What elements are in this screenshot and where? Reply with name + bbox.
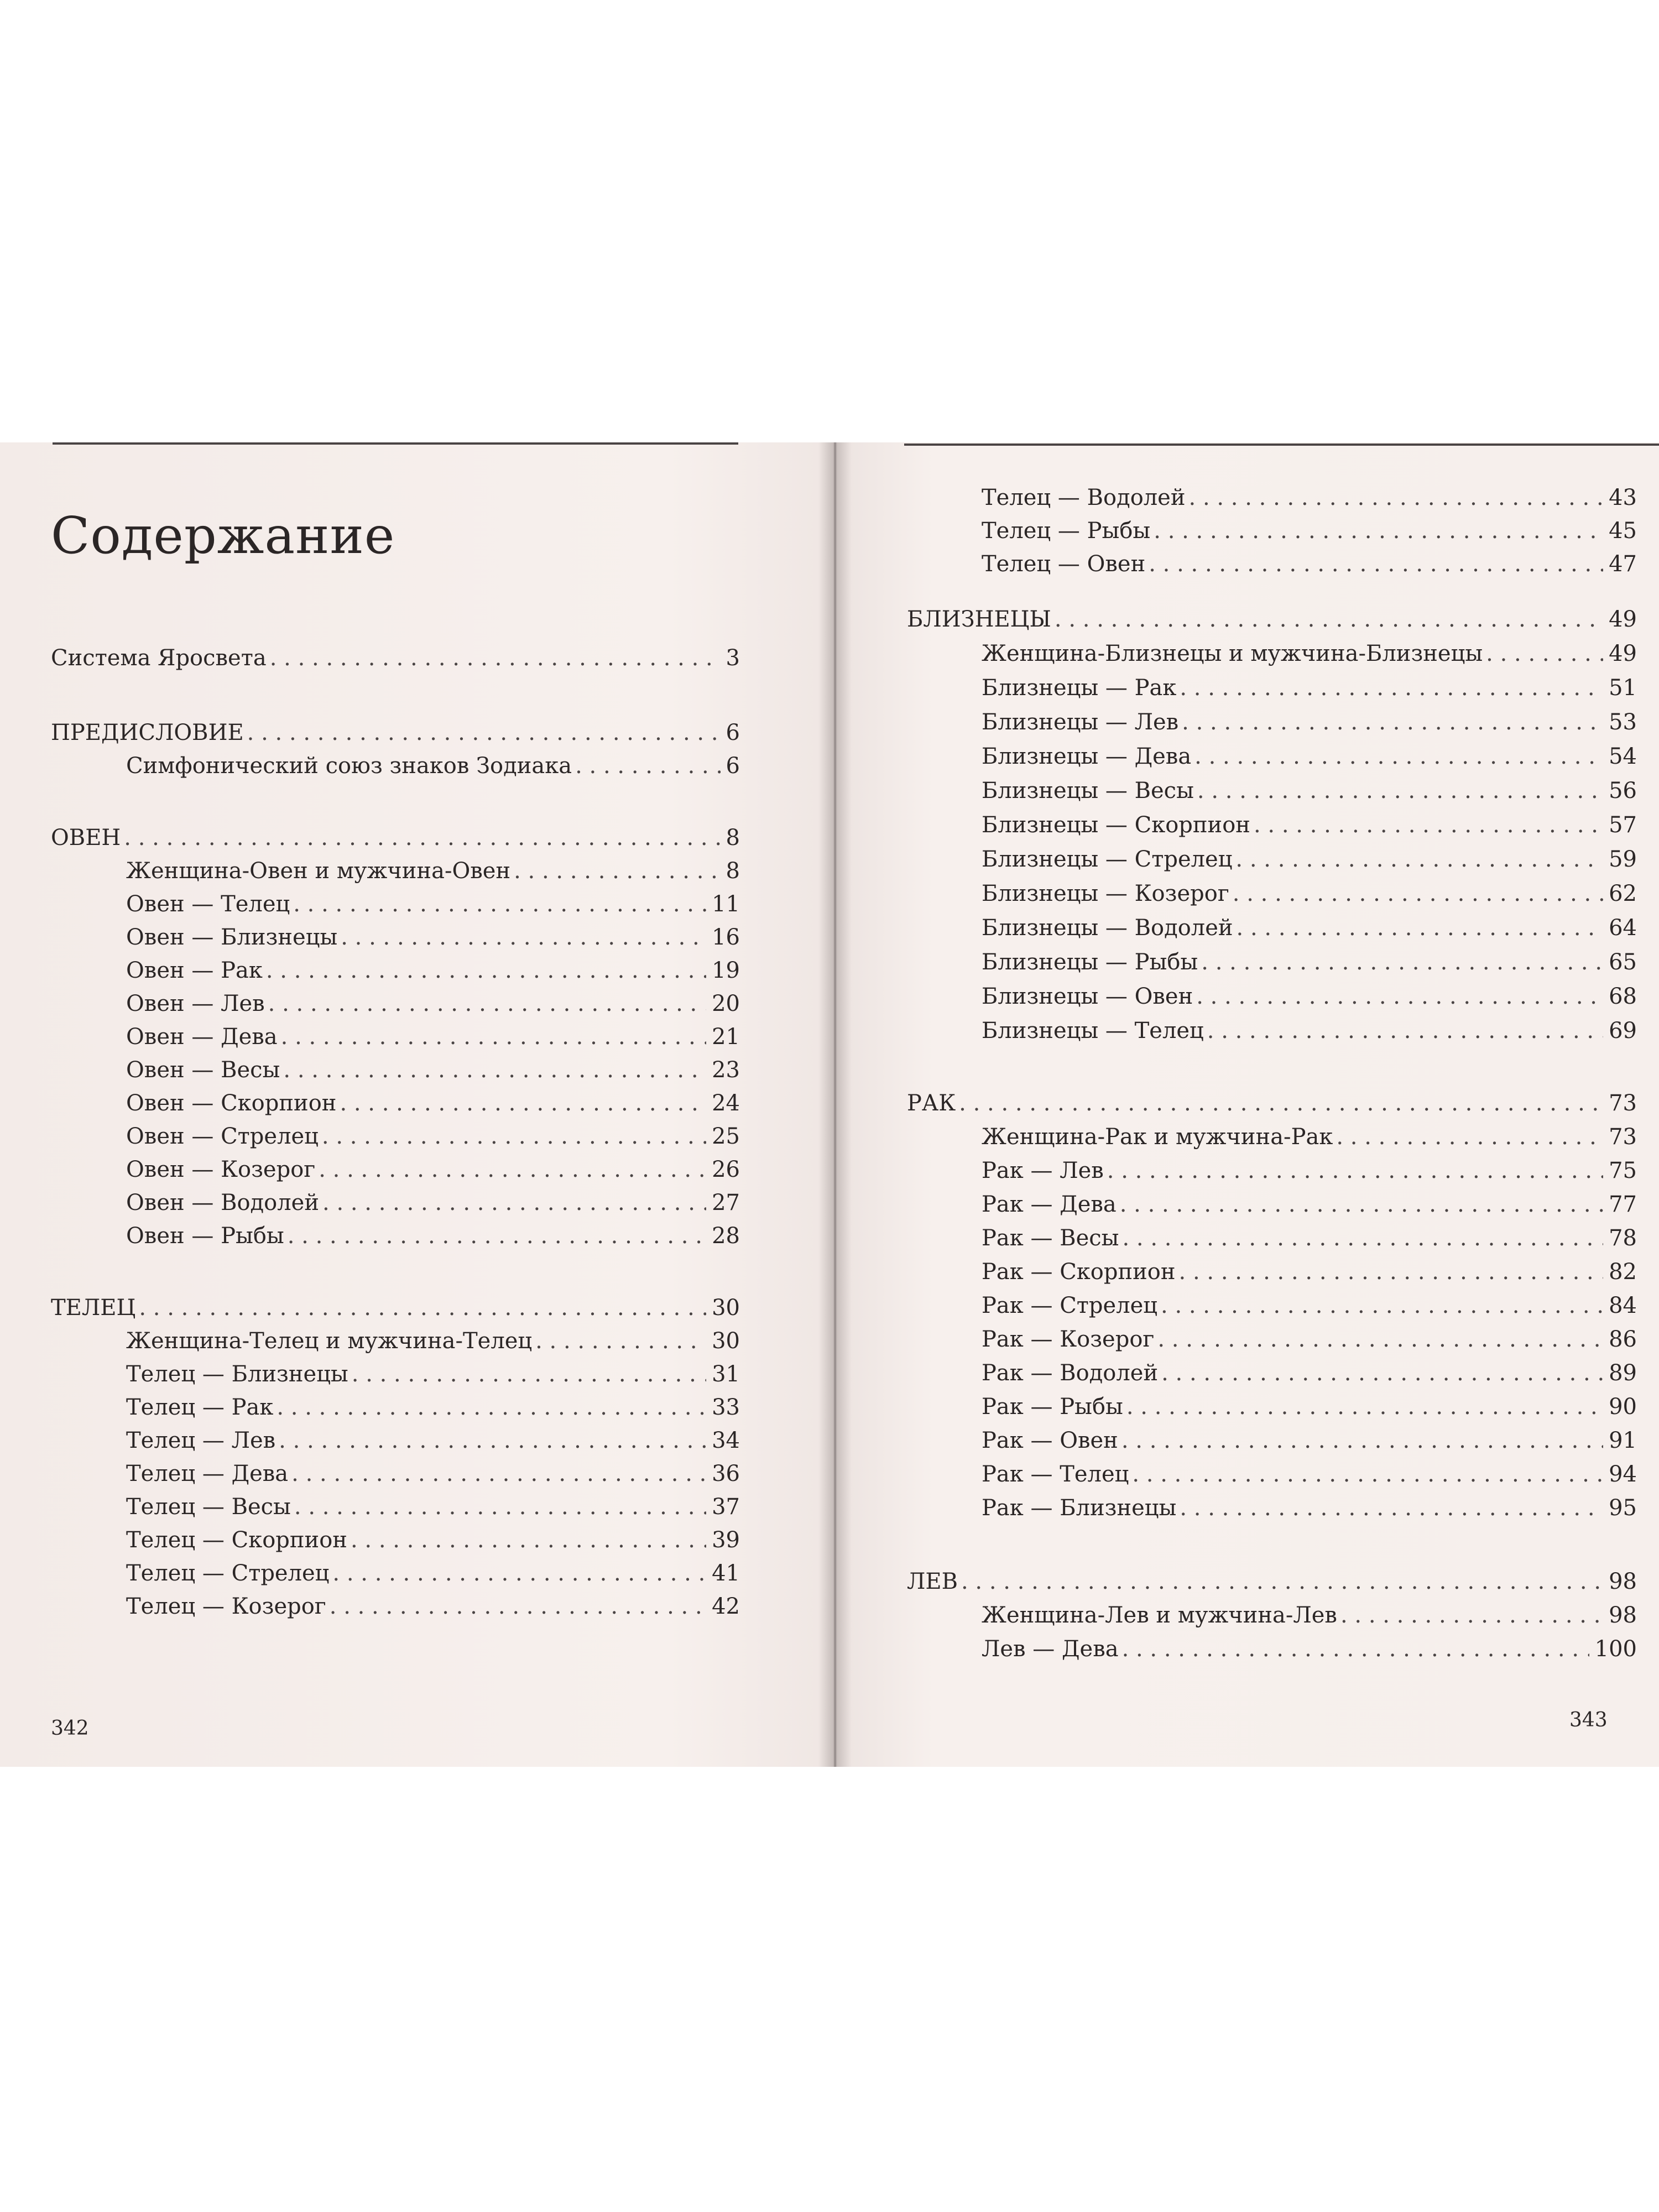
toc-entry — [982, 740, 1637, 773]
dot-leader — [322, 1186, 706, 1219]
toc-entry-label: Рак — Лев — [982, 1158, 1104, 1183]
dot-leader — [351, 1524, 706, 1557]
toc-entry-label: Близнецы — Дева — [982, 744, 1192, 769]
toc-entry — [982, 1599, 1637, 1632]
dot-leader — [276, 1391, 706, 1424]
toc-entry — [907, 1565, 1637, 1598]
dot-leader — [1254, 808, 1603, 842]
toc-entry-page: 30 — [712, 1295, 740, 1321]
toc-entry — [51, 716, 740, 749]
toc-entry-page: 100 — [1594, 1636, 1637, 1662]
dot-leader — [961, 1565, 1603, 1598]
toc-entry-label: ПРЕДИСЛОВИЕ — [51, 720, 244, 745]
dot-leader — [1107, 1154, 1603, 1187]
toc-entry — [982, 1323, 1637, 1356]
book-spread — [0, 442, 1659, 1767]
toc-entry — [126, 854, 740, 888]
toc-entry-label: Овен — Скорпион — [126, 1091, 337, 1116]
dot-leader — [1157, 1323, 1603, 1356]
toc-entry-label: Овен — Козерог — [126, 1157, 316, 1182]
toc-entry-page: 89 — [1609, 1360, 1637, 1386]
dot-leader — [1120, 1188, 1603, 1221]
toc-entry-label: Близнецы — Козерог — [982, 881, 1229, 906]
toc-entry — [982, 843, 1637, 876]
toc-entry — [982, 1188, 1637, 1221]
dot-leader — [1123, 1222, 1604, 1255]
toc-entry — [982, 911, 1637, 945]
dot-leader — [1161, 1289, 1603, 1322]
toc-entry — [51, 821, 740, 854]
toc-entry-page: 69 — [1609, 1018, 1637, 1044]
toc-entry-page: 24 — [712, 1091, 740, 1116]
toc-entry — [982, 481, 1637, 514]
toc-entry — [982, 1014, 1637, 1047]
toc-entry-label: Близнецы — Весы — [982, 778, 1194, 804]
right-page — [835, 442, 1659, 1767]
toc-entry-page: 34 — [712, 1428, 740, 1453]
toc-entry-label: Овен — Рак — [126, 958, 263, 983]
toc-entry-label: Близнецы — Овен — [982, 984, 1193, 1009]
toc-entry-page: 19 — [712, 958, 740, 983]
toc-entry — [126, 1358, 740, 1391]
toc-entry-page: 30 — [712, 1328, 740, 1354]
toc-entry-page: 56 — [1609, 778, 1637, 804]
toc-entry — [982, 1255, 1637, 1288]
toc-entry-page: 77 — [1609, 1192, 1637, 1217]
dot-leader — [1197, 774, 1603, 807]
dot-leader — [322, 1120, 706, 1153]
toc-entry-label: Близнецы — Рыбы — [982, 950, 1198, 975]
toc-entry — [126, 987, 740, 1020]
toc-entry — [126, 1524, 740, 1557]
toc-entry — [982, 1289, 1637, 1322]
toc-entry-page: 86 — [1609, 1327, 1637, 1352]
dot-leader — [1336, 1120, 1603, 1154]
dot-leader — [1161, 1357, 1603, 1390]
toc-entry-label: Близнецы — Лев — [982, 709, 1179, 735]
top-rule — [53, 442, 738, 445]
toc-entry-page: 62 — [1609, 881, 1637, 906]
toc-entry-page: 98 — [1609, 1569, 1637, 1594]
dot-leader — [352, 1358, 706, 1391]
toc-entry — [126, 1186, 740, 1219]
toc-entry-page: 36 — [712, 1461, 740, 1486]
toc-entry-page: 33 — [712, 1395, 740, 1420]
toc-entry-page: 27 — [712, 1190, 740, 1215]
toc-entry-label: Рак — Весы — [982, 1225, 1119, 1251]
dot-leader — [1233, 877, 1603, 910]
toc-entry-label: Телец — Весы — [126, 1494, 291, 1520]
toc-entry-label: Женщина-Телец и мужчина-Телец — [126, 1328, 533, 1354]
dot-leader — [270, 641, 721, 675]
toc-entry-label: Телец — Скорпион — [126, 1527, 347, 1553]
toc-entry-page: 73 — [1609, 1124, 1637, 1150]
toc-entry-page: 53 — [1609, 709, 1637, 735]
dot-leader — [332, 1557, 706, 1590]
toc-entry — [126, 1087, 740, 1120]
toc-entry-page: 64 — [1609, 915, 1637, 941]
toc-entry-page: 84 — [1609, 1293, 1637, 1318]
toc-entry-label: Женщина-Лев и мужчина-Лев — [982, 1603, 1337, 1628]
dot-leader — [291, 1457, 706, 1490]
dot-leader — [340, 1087, 706, 1120]
toc-entry — [982, 671, 1637, 705]
toc-entry-page: 21 — [712, 1024, 740, 1050]
toc-entry-page: 68 — [1609, 984, 1637, 1009]
toc-entry-page: 59 — [1609, 847, 1637, 872]
dot-leader — [1340, 1599, 1603, 1632]
dot-leader — [514, 854, 720, 888]
toc-entry-page: 26 — [712, 1157, 740, 1182]
dot-leader — [1235, 843, 1603, 876]
toc-entry — [126, 1053, 740, 1087]
toc-entry-label: РАК — [907, 1091, 956, 1116]
toc-entry-label: Телец — Стрелец — [126, 1561, 330, 1586]
toc-entry-page: 6 — [726, 720, 740, 745]
toc-entry — [126, 954, 740, 987]
toc-entry — [126, 1324, 740, 1358]
toc-entry — [907, 1087, 1637, 1120]
dot-leader — [124, 821, 720, 854]
dot-leader — [330, 1590, 706, 1623]
toc-entry-page: 11 — [712, 891, 740, 917]
page-number-right: 343 — [1569, 1709, 1608, 1731]
dot-leader — [294, 1490, 706, 1524]
dot-leader — [293, 888, 706, 921]
toc-entry-page: 37 — [712, 1494, 740, 1520]
page-title: Содержание — [51, 506, 395, 565]
dot-leader — [1180, 671, 1603, 705]
dot-leader — [1189, 481, 1604, 514]
toc-entry-label: Рак — Стрелец — [982, 1293, 1158, 1318]
toc-entry-page: 41 — [712, 1561, 740, 1586]
toc-entry-label: Рак — Овен — [982, 1428, 1118, 1453]
toc-entry-label: Близнецы — Скорпион — [982, 812, 1250, 838]
toc-entry-label: Рак — Телец — [982, 1462, 1129, 1487]
toc-entry-page: 8 — [726, 825, 740, 851]
toc-entry-label: Женщина-Овен и мужчина-Овен — [126, 858, 511, 884]
toc-entry — [982, 706, 1637, 739]
toc-entry-page: 23 — [712, 1057, 740, 1083]
toc-entry-page: 45 — [1609, 518, 1637, 544]
toc-entry — [982, 1222, 1637, 1255]
toc-entry-label: Телец — Рыбы — [982, 518, 1151, 544]
book-gutter — [818, 442, 852, 1767]
toc-entry — [126, 749, 740, 782]
toc-entry-label: ЛЕВ — [907, 1569, 958, 1594]
toc-entry-page: 42 — [712, 1594, 740, 1619]
toc-entry-label: Телец — Овен — [982, 551, 1146, 577]
dot-leader — [1180, 1491, 1603, 1525]
toc-entry-label: Телец — Рак — [126, 1395, 274, 1420]
dot-leader — [1126, 1390, 1603, 1423]
toc-entry-page: 49 — [1609, 607, 1637, 632]
toc-entry — [982, 774, 1637, 807]
toc-entry — [982, 1120, 1637, 1154]
toc-entry-label: Овен — Дева — [126, 1024, 278, 1050]
toc-entry-label: Рак — Скорпион — [982, 1259, 1176, 1285]
dot-leader — [283, 1053, 706, 1087]
toc-entry-page: 43 — [1609, 485, 1637, 510]
toc-entry-page: 95 — [1609, 1495, 1637, 1521]
toc-entry-page: 49 — [1609, 641, 1637, 666]
toc-entry — [126, 921, 740, 954]
toc-entry-label: Телец — Водолей — [982, 485, 1186, 510]
toc-entry-page: 98 — [1609, 1603, 1637, 1628]
dot-leader — [266, 954, 706, 987]
toc-entry-label: ТЕЛЕЦ — [51, 1295, 136, 1321]
dot-leader — [1154, 514, 1603, 547]
toc-entry — [126, 888, 740, 921]
toc-entry-label: Телец — Близнецы — [126, 1361, 348, 1387]
toc-entry — [982, 980, 1637, 1013]
toc-entry — [982, 1424, 1637, 1457]
dot-leader — [1121, 1424, 1603, 1457]
toc-entry-label: Лев — Дева — [982, 1636, 1119, 1662]
toc-entry-page: 28 — [712, 1223, 740, 1249]
toc-entry-label: Женщина-Близнецы и мужчина-Близнецы — [982, 641, 1483, 666]
dot-leader — [1207, 1014, 1603, 1047]
dot-leader — [341, 921, 706, 954]
toc-entry-label: Рак — Близнецы — [982, 1495, 1177, 1521]
dot-leader — [575, 749, 720, 782]
toc-entry-label: Близнецы — Рак — [982, 675, 1177, 701]
toc-entry — [126, 1153, 740, 1186]
toc-entry-label: Симфонический союз знаков Зодиака — [126, 753, 572, 779]
toc-entry — [982, 547, 1637, 581]
toc-entry-label: Телец — Дева — [126, 1461, 289, 1486]
toc-entry — [126, 1424, 740, 1457]
toc-entry — [982, 1491, 1637, 1525]
toc-entry-page: 54 — [1609, 744, 1637, 769]
dot-leader — [1179, 1255, 1604, 1288]
toc-entry-page: 78 — [1609, 1225, 1637, 1251]
toc-entry-page: 65 — [1609, 950, 1637, 975]
toc-entry-label: Овен — Водолей — [126, 1190, 320, 1215]
toc-entry-page: 94 — [1609, 1462, 1637, 1487]
top-rule — [904, 444, 1659, 446]
toc-entry — [982, 637, 1637, 670]
toc-entry-label: Овен — Телец — [126, 891, 290, 917]
dot-leader — [247, 716, 721, 749]
toc-entry-label: Рак — Рыбы — [982, 1394, 1123, 1420]
toc-entry-label: Система Яросвета — [51, 645, 267, 671]
dot-leader — [1194, 740, 1603, 773]
toc-entry-page: 25 — [712, 1124, 740, 1149]
page-number-left: 342 — [51, 1717, 89, 1740]
dot-leader — [268, 987, 706, 1020]
toc-entry-label: Овен — Весы — [126, 1057, 280, 1083]
toc-entry — [126, 1457, 740, 1490]
toc-entry — [982, 1390, 1637, 1423]
toc-entry-label: Рак — Дева — [982, 1192, 1117, 1217]
toc-entry — [126, 1391, 740, 1424]
dot-leader — [1122, 1632, 1589, 1666]
toc-entry-label: Женщина-Рак и мужчина-Рак — [982, 1124, 1333, 1150]
toc-entry-page: 90 — [1609, 1394, 1637, 1420]
dot-leader — [1132, 1458, 1603, 1491]
toc-entry-label: БЛИЗНЕЦЫ — [907, 607, 1051, 632]
dot-leader — [1055, 603, 1603, 636]
toc-entry — [982, 514, 1637, 547]
dot-leader — [959, 1087, 1603, 1120]
dot-leader — [1149, 547, 1603, 581]
toc-entry-label: Близнецы — Стрелец — [982, 847, 1233, 872]
toc-entry — [126, 1219, 740, 1253]
toc-entry-page: 6 — [726, 753, 740, 779]
toc-entry-page: 31 — [712, 1361, 740, 1387]
toc-entry — [982, 1357, 1637, 1390]
dot-leader — [1196, 980, 1603, 1013]
toc-entry-page: 8 — [726, 858, 740, 884]
toc-entry — [907, 603, 1637, 636]
toc-entry — [982, 877, 1637, 910]
toc-entry-label: Овен — Стрелец — [126, 1124, 319, 1149]
toc-entry — [126, 1490, 740, 1524]
dot-leader — [1201, 946, 1603, 979]
toc-entry-page: 3 — [726, 645, 740, 671]
toc-entry-page: 82 — [1609, 1259, 1637, 1285]
toc-entry — [126, 1590, 740, 1623]
toc-entry — [51, 641, 740, 675]
toc-entry-page: 51 — [1609, 675, 1637, 701]
toc-entry-page: 20 — [712, 991, 740, 1016]
toc-entry-page: 73 — [1609, 1091, 1637, 1116]
toc-entry-page: 91 — [1609, 1428, 1637, 1453]
toc-entry-page: 39 — [712, 1527, 740, 1553]
dot-leader — [139, 1291, 706, 1324]
toc-entry-page: 47 — [1609, 551, 1637, 577]
toc-entry — [982, 1632, 1637, 1666]
dot-leader — [1182, 706, 1603, 739]
dot-leader — [281, 1020, 706, 1053]
toc-entry — [126, 1020, 740, 1053]
dot-leader — [279, 1424, 706, 1457]
toc-entry — [982, 1154, 1637, 1187]
toc-entry-page: 16 — [712, 925, 740, 950]
toc-entry-label: Рак — Водолей — [982, 1360, 1159, 1386]
dot-leader — [1486, 637, 1603, 670]
toc-entry-label: Телец — Козерог — [126, 1594, 326, 1619]
toc-entry-label: Овен — Лев — [126, 991, 265, 1016]
toc-entry — [126, 1557, 740, 1590]
toc-entry-page: 75 — [1609, 1158, 1637, 1183]
toc-entry-label: Рак — Козерог — [982, 1327, 1155, 1352]
toc-entry-label: Близнецы — Телец — [982, 1018, 1204, 1044]
toc-entry — [982, 808, 1637, 842]
toc-entry-label: Близнецы — Водолей — [982, 915, 1233, 941]
toc-entry-page: 57 — [1609, 812, 1637, 838]
toc-entry — [51, 1291, 740, 1324]
toc-entry — [982, 946, 1637, 979]
toc-entry-label: Телец — Лев — [126, 1428, 276, 1453]
toc-entry-label: Овен — Рыбы — [126, 1223, 284, 1249]
dot-leader — [1237, 911, 1604, 945]
toc-entry — [982, 1458, 1637, 1491]
toc-entry-label: Овен — Близнецы — [126, 925, 338, 950]
toc-entry — [126, 1120, 740, 1153]
dot-leader — [319, 1153, 706, 1186]
toc-entry-label: ОВЕН — [51, 825, 121, 851]
left-page — [0, 442, 835, 1767]
dot-leader — [288, 1219, 706, 1253]
dot-leader — [535, 1324, 706, 1358]
